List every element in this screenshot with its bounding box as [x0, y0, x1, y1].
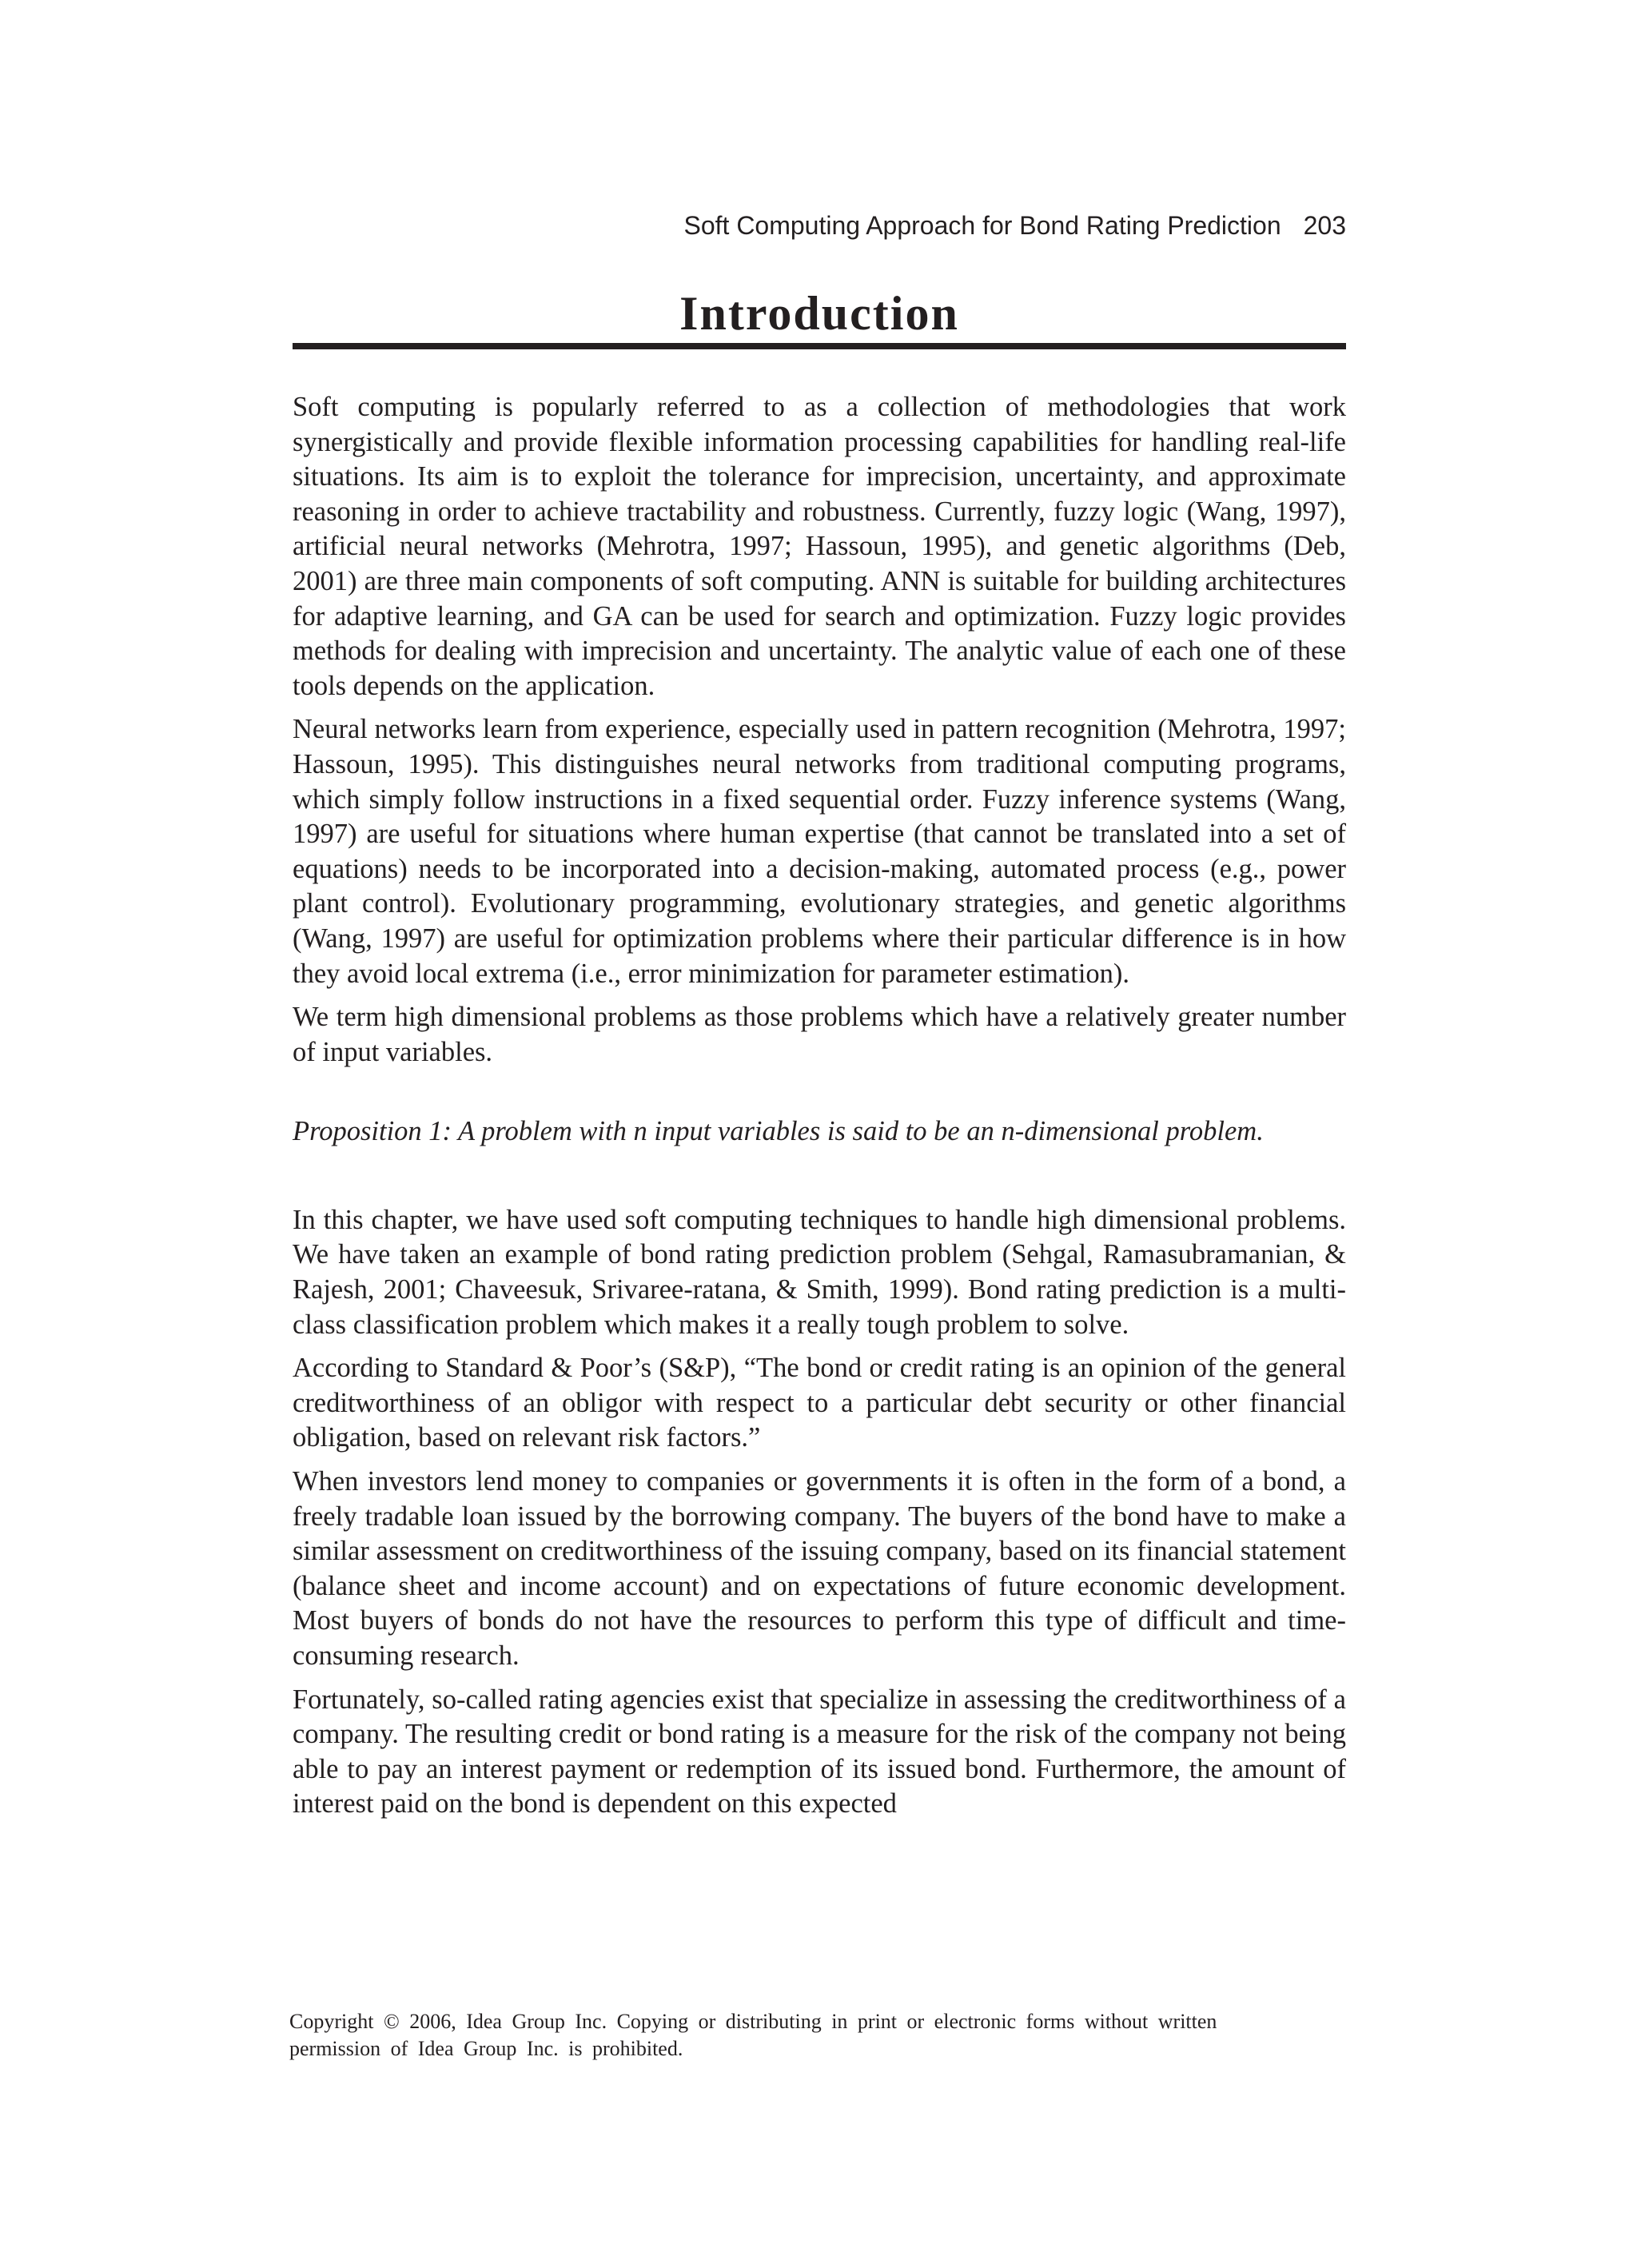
paragraph-investors: When investors lend money to companies or governments it is often in the form of a bond, a freely tradable loan issued by the borrowing company. The buyers of the bond have to make a similar assessment on creditworthiness of the issuing company, based on its financial statement (balance sheet and income account) and on expectations of future economic development. Most buyers of bonds do not have the resources to perform this type of difficult and time-consuming research. — [293, 1466, 1346, 1671]
paragraph-sp-definition: According to Standard & Poor’s (S&P), “The bond or credit rating is an opinion of the general creditworthiness of an obligor with respect to a particular debt security or other financial obligation, based on relevant risk factors.” — [293, 1353, 1346, 1453]
running-head — [684, 209, 1347, 241]
copyright-line-2: permission of Idea Group Inc. is prohibited. — [289, 2037, 683, 2060]
paragraph-high-dimensional: We term high dimensional problems as those problems which have a relatively greater number of input variables. — [293, 1002, 1346, 1067]
paragraph-neural-networks: Neural networks learn from experience, especially used in pattern recognition (Mehrotra, 1997; Hassoun, 1995). This distinguishes neural networks from traditional computing programs, which simply follow instructions in a fixed sequential order. Fuzzy inference systems (Wang, 1997) are useful for situations where human expertise (that cannot be translated into a set of equations) needs to be incorporated into a decision-making, automated process (e.g., power plant control). Evolutionary programming, evolutionary strategies, and genetic algorithms (Wang, 1997) are useful for optimization problems where their particular difference is in how they avoid local extrema (i.e., error minimization for parameter estimation). — [293, 714, 1346, 989]
copyright-line-1: Copyright © 2006, Idea Group Inc. Copying or distributing in print or electronic forms without written — [289, 2010, 1217, 2033]
copyright-notice — [289, 2008, 1332, 2063]
paragraph-this-chapter: In this chapter, we have used soft computing techniques to handle high dimensional problems. We have taken an example of bond rating prediction problem (Sehgal, Ramasubramanian, & Rajesh, 2001; Chaveesuk, Srivaree-ratana, & Smith, 1999). Bond rating prediction is a multi-class classification problem which makes it a really tough problem to solve. — [293, 1204, 1346, 1340]
running-title: Soft Computing Approach for Bond Rating Prediction — [683, 211, 1281, 240]
proposition-1: Proposition 1: A problem with n input variables is said to be an n-dimensional problem. — [293, 1116, 1264, 1147]
title-rule — [293, 343, 1346, 349]
page-number: 203 — [1303, 211, 1346, 240]
paragraph-rating-agencies: Fortunately, so-called rating agencies exist that specialize in assessing the creditworthiness of a company. The resulting credit or bond rating is a measure for the risk of the company not being able to pay an interest payment or redemption of its issued bond. Furthermore, the amount of interest paid on the bond is dependent on this expected — [293, 1684, 1346, 1820]
section-title: Introduction — [679, 287, 959, 340]
body-text — [293, 390, 1346, 1831]
paragraph-soft-computing: Soft computing is popularly referred to as a collection of methodologies that work synergistically and provide flexible information processing capabilities for handling real-life situations. Its aim is to exploit the tolerance for imprecision, uncertainty, and approximate reasoning in order to achieve tractability and robustness. Currently, fuzzy logic (Wang, 1997), artificial neural networks (Mehrotra, 1997; Hassoun, 1995), and genetic algorithms (Deb, 2001) are three main components of soft computing. ANN is suitable for building architectures for adaptive learning, and GA can be used for search and optimization. Fuzzy logic provides methods for dealing with imprecision and uncertainty. The analytic value of each one of these tools depends on the application. — [293, 392, 1346, 701]
